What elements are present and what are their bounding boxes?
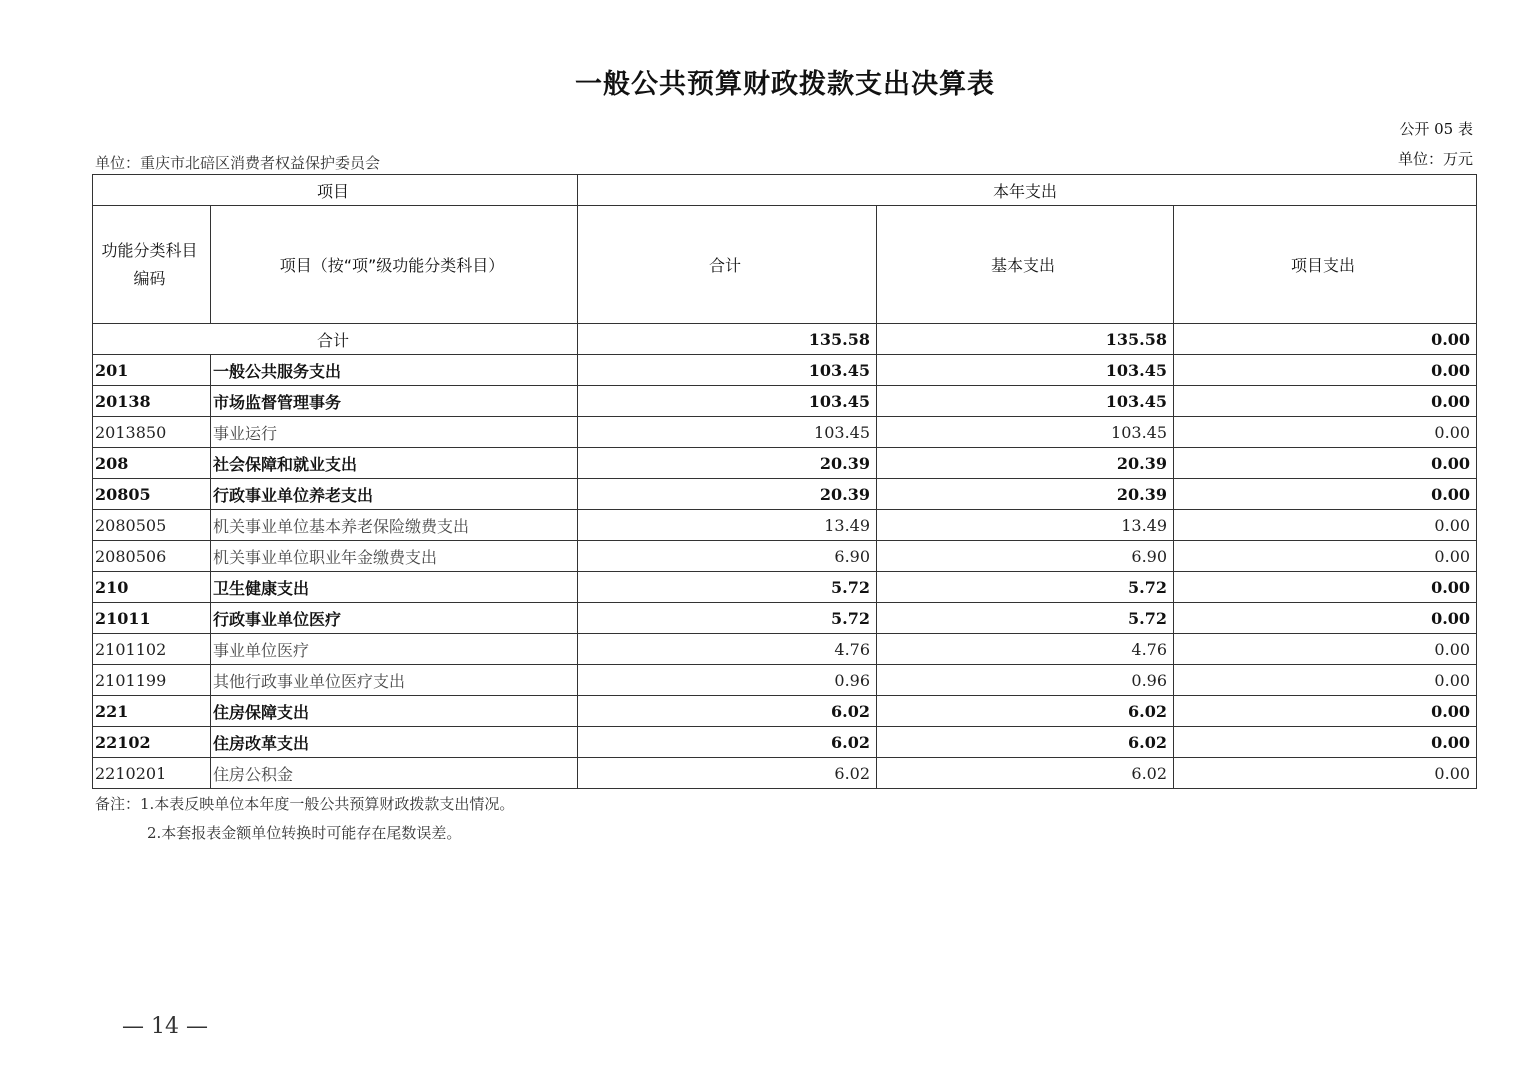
row-basic: 5.72 [877,572,1174,603]
row-code: 208 [93,448,211,479]
row-code: 20805 [93,479,211,510]
row-project: 0.00 [1174,479,1477,510]
total-row-basic: 135.58 [877,324,1174,355]
row-code: 2013850 [93,417,211,448]
header-project-item: 项目（按“项”级功能分类科目） [211,206,578,324]
row-basic: 103.45 [877,417,1174,448]
row-basic: 103.45 [877,386,1174,417]
row-name: 住房保障支出 [211,696,578,727]
row-basic: 4.76 [877,634,1174,665]
row-name: 社会保障和就业支出 [211,448,578,479]
table-row [93,417,1477,448]
table-row [93,634,1477,665]
row-basic: 6.02 [877,696,1174,727]
row-code: 201 [93,355,211,386]
header-total: 合计 [578,206,877,324]
header-code-line2: 编码 [133,268,166,288]
table-row [93,510,1477,541]
total-row-label: 合计 [93,324,578,355]
row-code: 2080506 [93,541,211,572]
row-name: 市场监督管理事务 [211,386,578,417]
table-row [93,572,1477,603]
header-code-line1: 功能分类科目 [101,240,198,260]
row-total: 103.45 [578,386,877,417]
row-project: 0.00 [1174,758,1477,789]
row-project: 0.00 [1174,448,1477,479]
row-total: 0.96 [578,665,877,696]
row-total: 13.49 [578,510,877,541]
row-project: 0.00 [1174,727,1477,758]
total-row [93,324,1477,355]
row-name: 事业运行 [211,417,578,448]
row-code: 210 [93,572,211,603]
row-total: 6.90 [578,541,877,572]
row-total: 5.72 [578,572,877,603]
row-code: 2080505 [93,510,211,541]
organization-label: 单位：重庆市北碚区消费者权益保护委员会 [95,154,381,172]
row-name: 事业单位医疗 [211,634,578,665]
row-project: 0.00 [1174,696,1477,727]
row-basic: 6.02 [877,727,1174,758]
row-project: 0.00 [1174,634,1477,665]
row-project: 0.00 [1174,355,1477,386]
header-row-top [93,175,1477,206]
table-row [93,696,1477,727]
form-number: 公开 05 表 [1399,120,1473,138]
row-basic: 0.96 [877,665,1174,696]
row-project: 0.00 [1174,572,1477,603]
row-project: 0.00 [1174,541,1477,572]
row-name: 行政事业单位医疗 [211,603,578,634]
table-row [93,727,1477,758]
row-basic: 20.39 [877,479,1174,510]
expenditure-table [92,174,1477,789]
table-row [93,541,1477,572]
row-total: 103.45 [578,417,877,448]
page-number: — 14 — [122,1014,208,1039]
page-title: 一般公共预算财政拨款支出决算表 [575,69,995,100]
row-name: 行政事业单位养老支出 [211,479,578,510]
table-row [93,355,1477,386]
row-project: 0.00 [1174,665,1477,696]
row-code: 2210201 [93,758,211,789]
row-code: 2101199 [93,665,211,696]
row-basic: 6.90 [877,541,1174,572]
header-row-bottom [93,206,1477,324]
row-basic: 13.49 [877,510,1174,541]
table-row [93,479,1477,510]
row-total: 6.02 [578,758,877,789]
row-name: 住房公积金 [211,758,578,789]
header-basic: 基本支出 [877,206,1174,324]
unit-label: 单位：万元 [1397,150,1473,168]
header-project-expense: 项目支出 [1174,206,1477,324]
header-current-year: 本年支出 [578,175,1477,206]
table-row [93,386,1477,417]
row-total: 6.02 [578,696,877,727]
total-row-project: 0.00 [1174,324,1477,355]
row-name: 一般公共服务支出 [211,355,578,386]
row-total: 103.45 [578,355,877,386]
header-code [93,206,211,324]
row-basic: 20.39 [877,448,1174,479]
row-basic: 5.72 [877,603,1174,634]
row-code: 20138 [93,386,211,417]
row-name: 机关事业单位职业年金缴费支出 [211,541,578,572]
table-row [93,665,1477,696]
row-name: 其他行政事业单位医疗支出 [211,665,578,696]
row-total: 5.72 [578,603,877,634]
row-code: 21011 [93,603,211,634]
row-code: 221 [93,696,211,727]
row-total: 6.02 [578,727,877,758]
table-row [93,603,1477,634]
row-project: 0.00 [1174,510,1477,541]
row-total: 20.39 [578,479,877,510]
row-code: 22102 [93,727,211,758]
row-code: 2101102 [93,634,211,665]
row-total: 20.39 [578,448,877,479]
row-basic: 6.02 [877,758,1174,789]
row-project: 0.00 [1174,386,1477,417]
row-total: 4.76 [578,634,877,665]
row-project: 0.00 [1174,417,1477,448]
total-row-total: 135.58 [578,324,877,355]
row-name: 卫生健康支出 [211,572,578,603]
note-line-1: 备注：1.本表反映单位本年度一般公共预算财政拨款支出情况。 [95,795,515,813]
table-row [93,758,1477,789]
row-project: 0.00 [1174,603,1477,634]
row-name: 机关事业单位基本养老保险缴费支出 [211,510,578,541]
row-basic: 103.45 [877,355,1174,386]
row-name: 住房改革支出 [211,727,578,758]
table-row [93,448,1477,479]
header-project: 项目 [93,175,578,206]
note-line-2: 2.本套报表金额单位转换时可能存在尾数误差。 [147,824,462,842]
notes [95,790,514,848]
